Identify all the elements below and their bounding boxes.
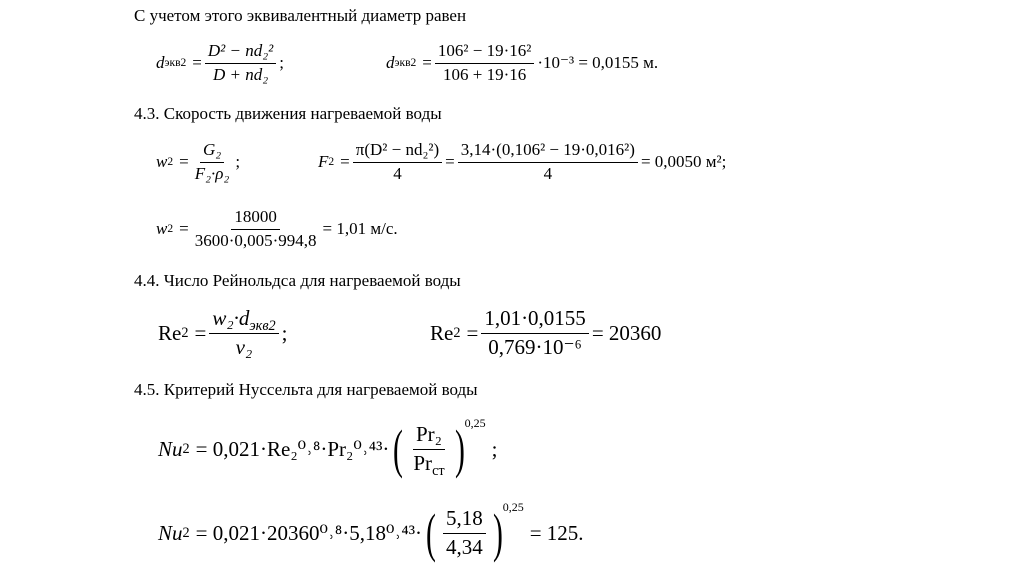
heading-equivalent-diameter: С учетом этого эквивалентный диаметр равен: [134, 6, 467, 25]
formula-equivalent-diameter-general: d экв2 = $\frac{\text{D² − nd₂²}}{\text{D + nd₂}}$ ;: [156, 40, 284, 84]
formula-body: = 0,021·20360⁰˒⁸·5,18⁰˒⁴³·: [195, 520, 422, 545]
denominator-subscript: ст: [432, 462, 445, 479]
formula-reynolds-numeric: Re 2 = $\frac{1,01\cdot 0,0155}{\text{0,769·10⁻⁶}}$ = 20360: [430, 306, 662, 359]
fraction-denominator: 4: [393, 163, 402, 183]
formula-symbol: Nu: [158, 520, 183, 545]
equals-sign: =: [192, 53, 202, 72]
right-paren: ): [454, 419, 465, 479]
fraction-numerator: [209, 307, 278, 333]
fraction-denominator: D + nd₂: [212, 64, 269, 84]
fraction-numerator: 1,01·0,0155: [481, 307, 589, 333]
formula-terminator: ;: [281, 320, 288, 345]
fraction: [353, 141, 442, 183]
formula-symbol: Nu: [158, 436, 183, 461]
formula-result: ·10⁻³ = 0,0155 м.: [537, 53, 659, 72]
formula-symbol: w: [156, 219, 168, 238]
left-paren: (: [426, 503, 436, 563]
fraction-numerator: Pr₂: [413, 423, 445, 449]
fraction-numerator: π(D² − nd₂²): [353, 141, 442, 163]
exponent: 0,25: [464, 415, 486, 430]
parenthesized-ratio: [389, 415, 486, 479]
equals-sign: =: [340, 152, 350, 171]
fraction-denominator: [410, 450, 447, 479]
fraction: [481, 307, 589, 358]
formula-nusselt-general: Nu 2 = 0,021·Re₂⁰˒⁸·Pr₂⁰˒⁴³· ( $\frac{\text{Pr₂}}{Pr_{ст}}$ ) 0,25 ;: [158, 415, 498, 479]
formula-result: = 1,01 м/с.: [322, 219, 398, 238]
formula-result: = 0,0050 м²;: [640, 152, 727, 171]
fraction-denominator: ν₂: [235, 334, 253, 359]
fraction: [192, 141, 233, 183]
fraction-denominator: F₂·ρ₂: [194, 163, 230, 183]
fraction-denominator: 0,769·10⁻⁶: [488, 334, 582, 359]
fraction-numerator: 106² − 19·16²: [435, 42, 534, 64]
fraction-denominator: 4: [543, 163, 553, 183]
equals-sign: =: [422, 53, 432, 72]
equals-sign: =: [445, 152, 455, 171]
formula-symbol: w: [156, 152, 168, 171]
fraction: [458, 141, 638, 183]
formula-equivalent-diameter-numeric: d экв2 = $\frac{\text{106² − 19·16²}}{106 + 19\cdot 16}$ ·10⁻³ = 0,0155 м.: [386, 40, 659, 84]
fraction-numerator: 3,14·(0,106² − 19·0,016²): [458, 141, 638, 163]
fraction-denominator: 3600·0,005·994,8: [194, 230, 317, 250]
exponent: 0,25: [502, 499, 524, 514]
fraction-numerator: D² − nd₂²: [205, 42, 276, 64]
formula-symbol: d: [156, 53, 165, 72]
formula-terminator: ;: [491, 436, 498, 461]
formula-terminator: ;: [235, 152, 241, 171]
right-paren: ): [492, 503, 503, 563]
fraction-denominator: 4,34: [445, 534, 483, 559]
numerator-text: w₂·d: [212, 306, 250, 331]
fraction: [435, 42, 534, 84]
formula-cross-section-area: F 2 = $\frac{\text{π(D² − nd₂²)}}{4}$ = $\frac{\text{3,14·(0,106² − 19·0,016²)}}{4}$ = 0,0050 м²;: [318, 139, 727, 183]
fraction-numerator: G₂: [200, 141, 224, 163]
formula-symbol: Re: [430, 320, 454, 345]
fraction-denominator: 106 + 19·16: [442, 64, 527, 84]
formula-symbol: Re: [158, 320, 182, 345]
formula-reynolds-general: Re 2 = $\frac{w_2\cdot d_{экв2}}{\text{ν₂}}$ ;: [158, 306, 288, 359]
formula-result: = 20360: [591, 320, 662, 345]
formula-terminator: ;: [279, 53, 284, 72]
fraction: [192, 208, 320, 250]
formula-symbol: F: [318, 152, 329, 171]
equals-sign: =: [466, 320, 479, 345]
fraction: [209, 307, 278, 358]
equals-sign: =: [179, 152, 189, 171]
formula-nusselt-numeric: Nu 2 = 0,021·20360⁰˒⁸·5,18⁰˒⁴³· ( $\frac{5,18}{4,34}$ ) 0,25 = 125.: [158, 499, 584, 563]
formula-result: = 125.: [529, 520, 584, 545]
fraction-numerator: 5,18: [443, 507, 486, 533]
fraction: [410, 422, 447, 479]
numerator-subscript: экв2: [249, 318, 276, 335]
formula-body: = 0,021·Re₂⁰˒⁸·Pr₂⁰˒⁴³·: [195, 436, 390, 461]
heading-water-velocity: 4.3. Скорость движения нагреваемой воды: [134, 104, 442, 123]
left-paren: (: [393, 419, 404, 479]
parenthesized-ratio: [422, 499, 524, 563]
denominator-text: Pr: [413, 450, 433, 475]
equals-sign: =: [179, 219, 189, 238]
formula-velocity-general: w 2 = $\frac{\text{G₂}}{\text{F₂·ρ₂}}$ ;: [156, 139, 241, 183]
fraction: [443, 507, 486, 558]
heading-reynolds-number: 4.4. Число Рейнольдса для нагреваемой воды: [134, 271, 461, 290]
equals-sign: =: [194, 320, 207, 345]
formula-velocity-numeric: w 2 = $\frac{18000}{3600\cdot 0,005\cdot 994,8}$ = 1,01 м/с.: [156, 206, 398, 250]
fraction-numerator: 18000: [231, 208, 280, 230]
heading-nusselt-number: 4.5. Критерий Нуссельта для нагреваемой воды: [134, 380, 478, 399]
fraction: [205, 42, 276, 84]
formula-symbol: d: [386, 53, 395, 72]
